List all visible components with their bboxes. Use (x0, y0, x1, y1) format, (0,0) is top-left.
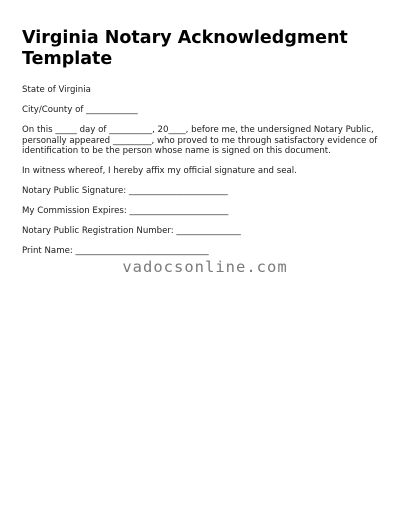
witness-line: In witness whereof, I hereby affix my official signature and seal. (22, 165, 297, 176)
state-line: State of Virginia (22, 85, 91, 95)
notary-signature-line: Notary Public Signature: _______________________ (22, 185, 228, 196)
document-page (22, 28, 390, 266)
registration-number-line: Notary Public Registration Number: _______________ (22, 225, 241, 236)
acknowledgment-paragraph: On this _____ day of __________, 20____, before me, the undersigned Notary Public, personally appeared _________, who proved to me through satisfactory evidence of identification to be the person whose name is signed on this document. (22, 125, 378, 156)
print-name-line: Print Name: _______________________________ (22, 245, 209, 256)
county-line: City/County of ____________ (22, 105, 138, 115)
watermark: vadocsonline.com (122, 258, 288, 276)
document-title: Virginia Notary Acknowledgment Template (22, 28, 348, 69)
commission-expires-line: My Commission Expires: _______________________ (22, 205, 229, 216)
